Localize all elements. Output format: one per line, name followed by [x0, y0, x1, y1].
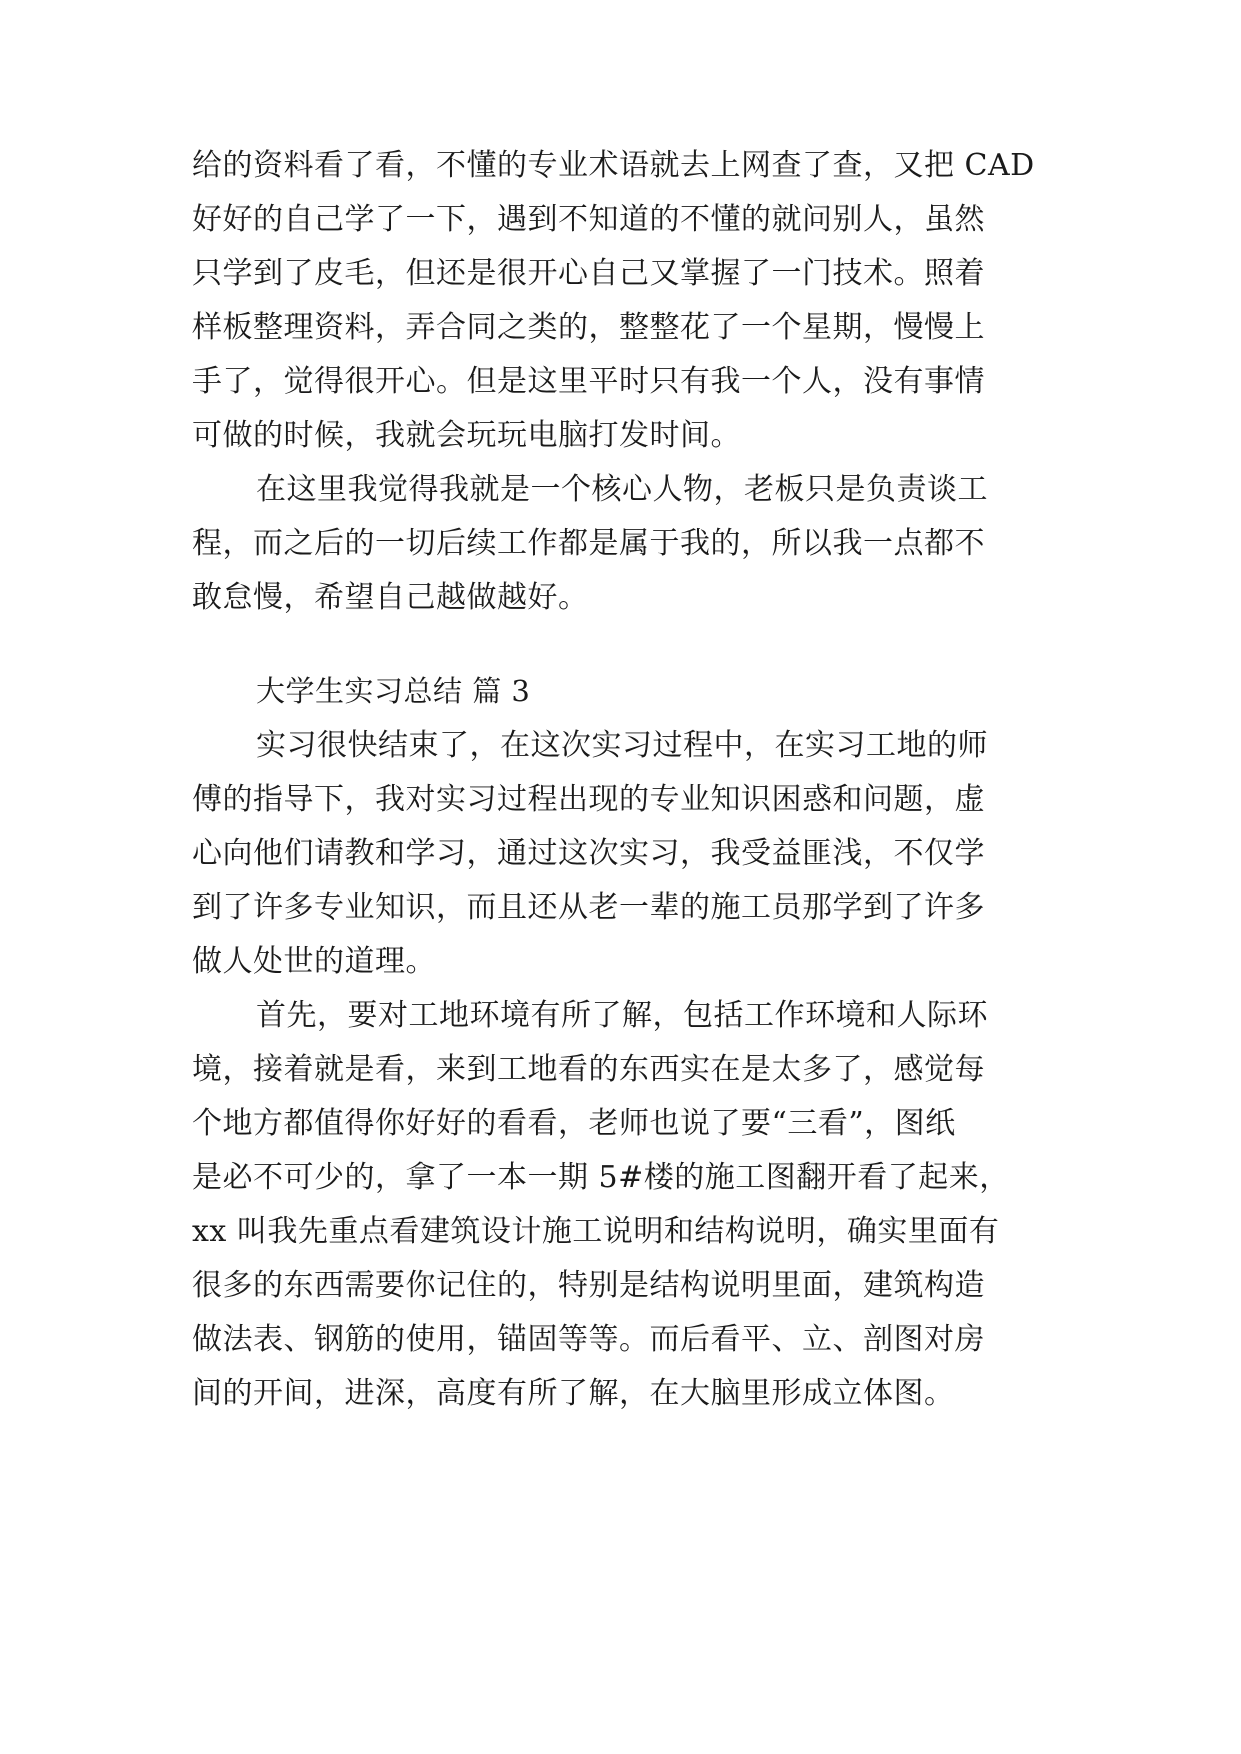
paragraph-1-line-6: 可做的时候，我就会玩玩电脑打发时间。: [192, 418, 741, 453]
paragraph-3-line-3: 心向他们请教和学习，通过这次实习，我受益匪浅，不仅学: [192, 836, 985, 871]
paragraph-1-line-1: 给的资料看了看，不懂的专业术语就去上网查了查，又把 CAD: [192, 148, 1035, 183]
paragraph-4-line-4: 是必不可少的，拿了一本一期 5#楼的施工图翻开看了起来，: [192, 1160, 1010, 1195]
paragraph-4-line-6: 很多的东西需要你记住的，特别是结构说明里面，建筑构造: [192, 1268, 985, 1303]
paragraph-3-line-1: 实习很快结束了，在这次实习过程中，在实习工地的师: [256, 728, 988, 763]
paragraph-1-line-3: 只学到了皮毛，但还是很开心自己又掌握了一门技术。照着: [192, 256, 985, 291]
paragraph-4-line-1: 首先，要对工地环境有所了解，包括工作环境和人际环: [256, 998, 988, 1033]
paragraph-2-line-2: 程，而之后的一切后续工作都是属于我的，所以我一点都不: [192, 526, 985, 561]
paragraph-1-line-4: 样板整理资料，弄合同之类的，整整花了一个星期，慢慢上: [192, 310, 985, 345]
paragraph-4-line-7: 做法表、钢筋的使用，锚固等等。而后看平、立、剖图对房: [192, 1322, 985, 1357]
paragraph-4-line-8: 间的开间，进深，高度有所了解，在大脑里形成立体图。: [192, 1376, 955, 1411]
paragraph-2-line-1: 在这里我觉得我就是一个核心人物，老板只是负责谈工: [256, 472, 988, 507]
paragraph-4-line-2: 境，接着就是看，来到工地看的东西实在是太多了，感觉每: [192, 1052, 985, 1087]
paragraph-2-line-3: 敢怠慢，希望自己越做越好。: [192, 580, 589, 615]
section-title: 大学生实习总结 篇 3: [256, 674, 531, 708]
paragraph-4-line-5: xx 叫我先重点看建筑设计施工说明和结构说明，确实里面有: [192, 1214, 1000, 1249]
paragraph-3-line-5: 做人处世的道理。: [192, 944, 436, 979]
paragraph-3-line-4: 到了许多专业知识，而且还从老一辈的施工员那学到了许多: [192, 890, 985, 925]
paragraph-1-line-5: 手了，觉得很开心。但是这里平时只有我一个人，没有事情: [192, 364, 985, 399]
paragraph-4-line-3: 个地方都值得你好好的看看，老师也说了要“三看”，图纸: [192, 1106, 956, 1141]
paragraph-3-line-2: 傅的指导下，我对实习过程出现的专业知识困惑和问题，虚: [192, 782, 985, 817]
paragraph-1-line-2: 好好的自己学了一下，遇到不知道的不懂的就问别人，虽然: [192, 202, 985, 237]
